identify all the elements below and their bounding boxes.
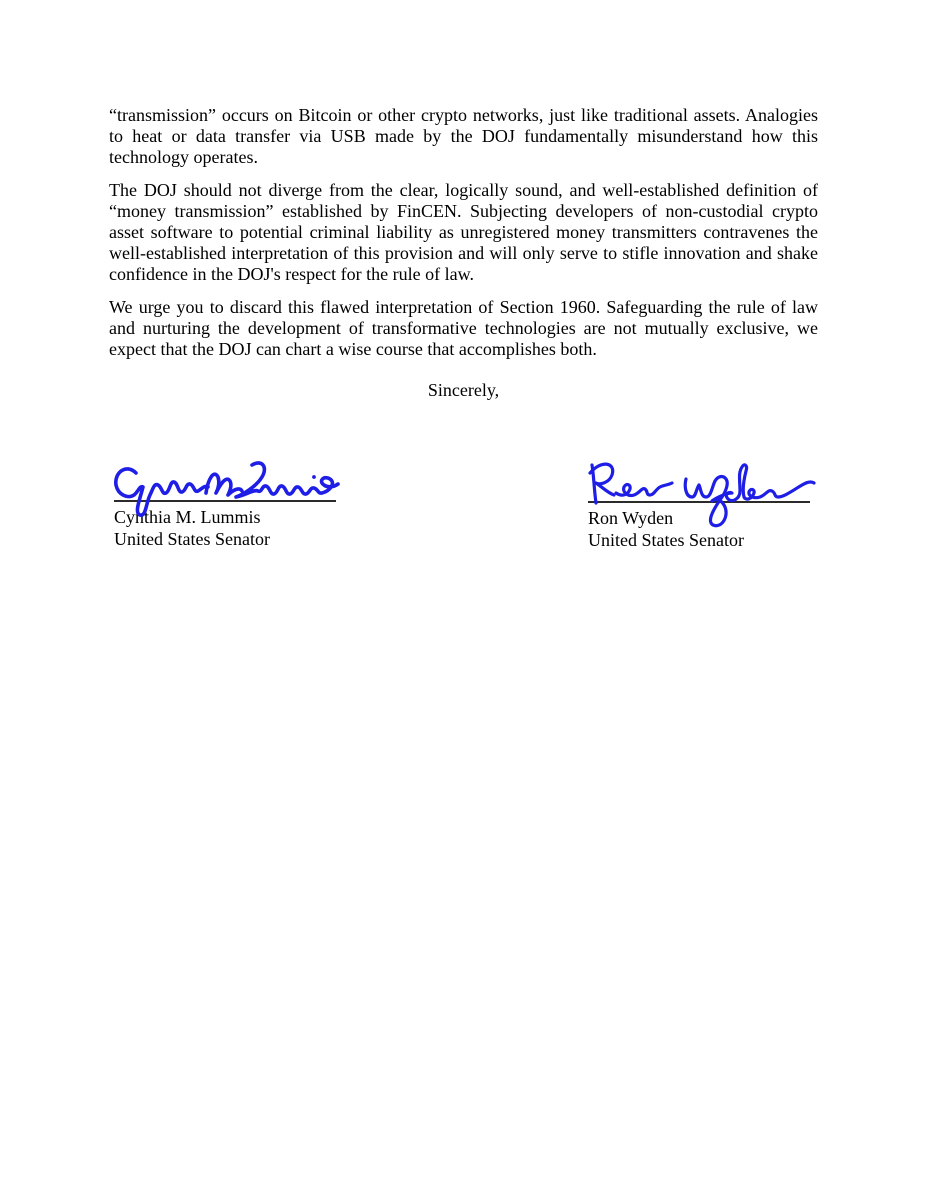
- signature-stroke: [616, 483, 672, 495]
- signature-stroke: [590, 464, 614, 495]
- signature-block-wyden: [588, 501, 810, 551]
- letter-body: [109, 105, 818, 401]
- signatory-name: Ron Wyden: [588, 508, 674, 528]
- signatory-title: United States Senator: [588, 530, 744, 550]
- paragraph-2: The DOJ should not diverge from the clear, logically sound, and well-established definition of “money transmission” established by FinCEN. Subjecting developers of non-custodial crypto asset software to potential criminal liability as unregistered money transmitters contravenes the well-established interpretation of this provision and will only serve to stifle innovation and shake confidence in the DOJ's respect for the rule of law.: [109, 180, 818, 284]
- signature-block-lummis: [114, 500, 336, 550]
- signatory-title: United States Senator: [114, 529, 270, 549]
- signature-i-dot: [312, 475, 316, 479]
- signature-stroke: [206, 474, 242, 495]
- signature-stroke: [236, 463, 338, 497]
- signatory-name: Cynthia M. Lummis: [114, 507, 261, 527]
- signature-line: [588, 501, 810, 503]
- signature-line: [114, 500, 336, 502]
- closing-salutation: Sincerely,: [427, 380, 500, 400]
- signature-stroke: [592, 465, 596, 503]
- paragraph-3: We urge you to discard this flawed interpretation of Section 1960. Safeguarding the rule of law and nurturing the development of transformative technologies are not mutually exclusive, we expect that the DOJ can chart a wise course that accomplishes both.: [109, 297, 818, 359]
- paragraph-1: “transmission” occurs on Bitcoin or other crypto networks, just like traditional assets. Analogies to heat or data transfer via USB made by the DOJ fundamentally misunderstand how this technology operates.: [109, 105, 818, 167]
